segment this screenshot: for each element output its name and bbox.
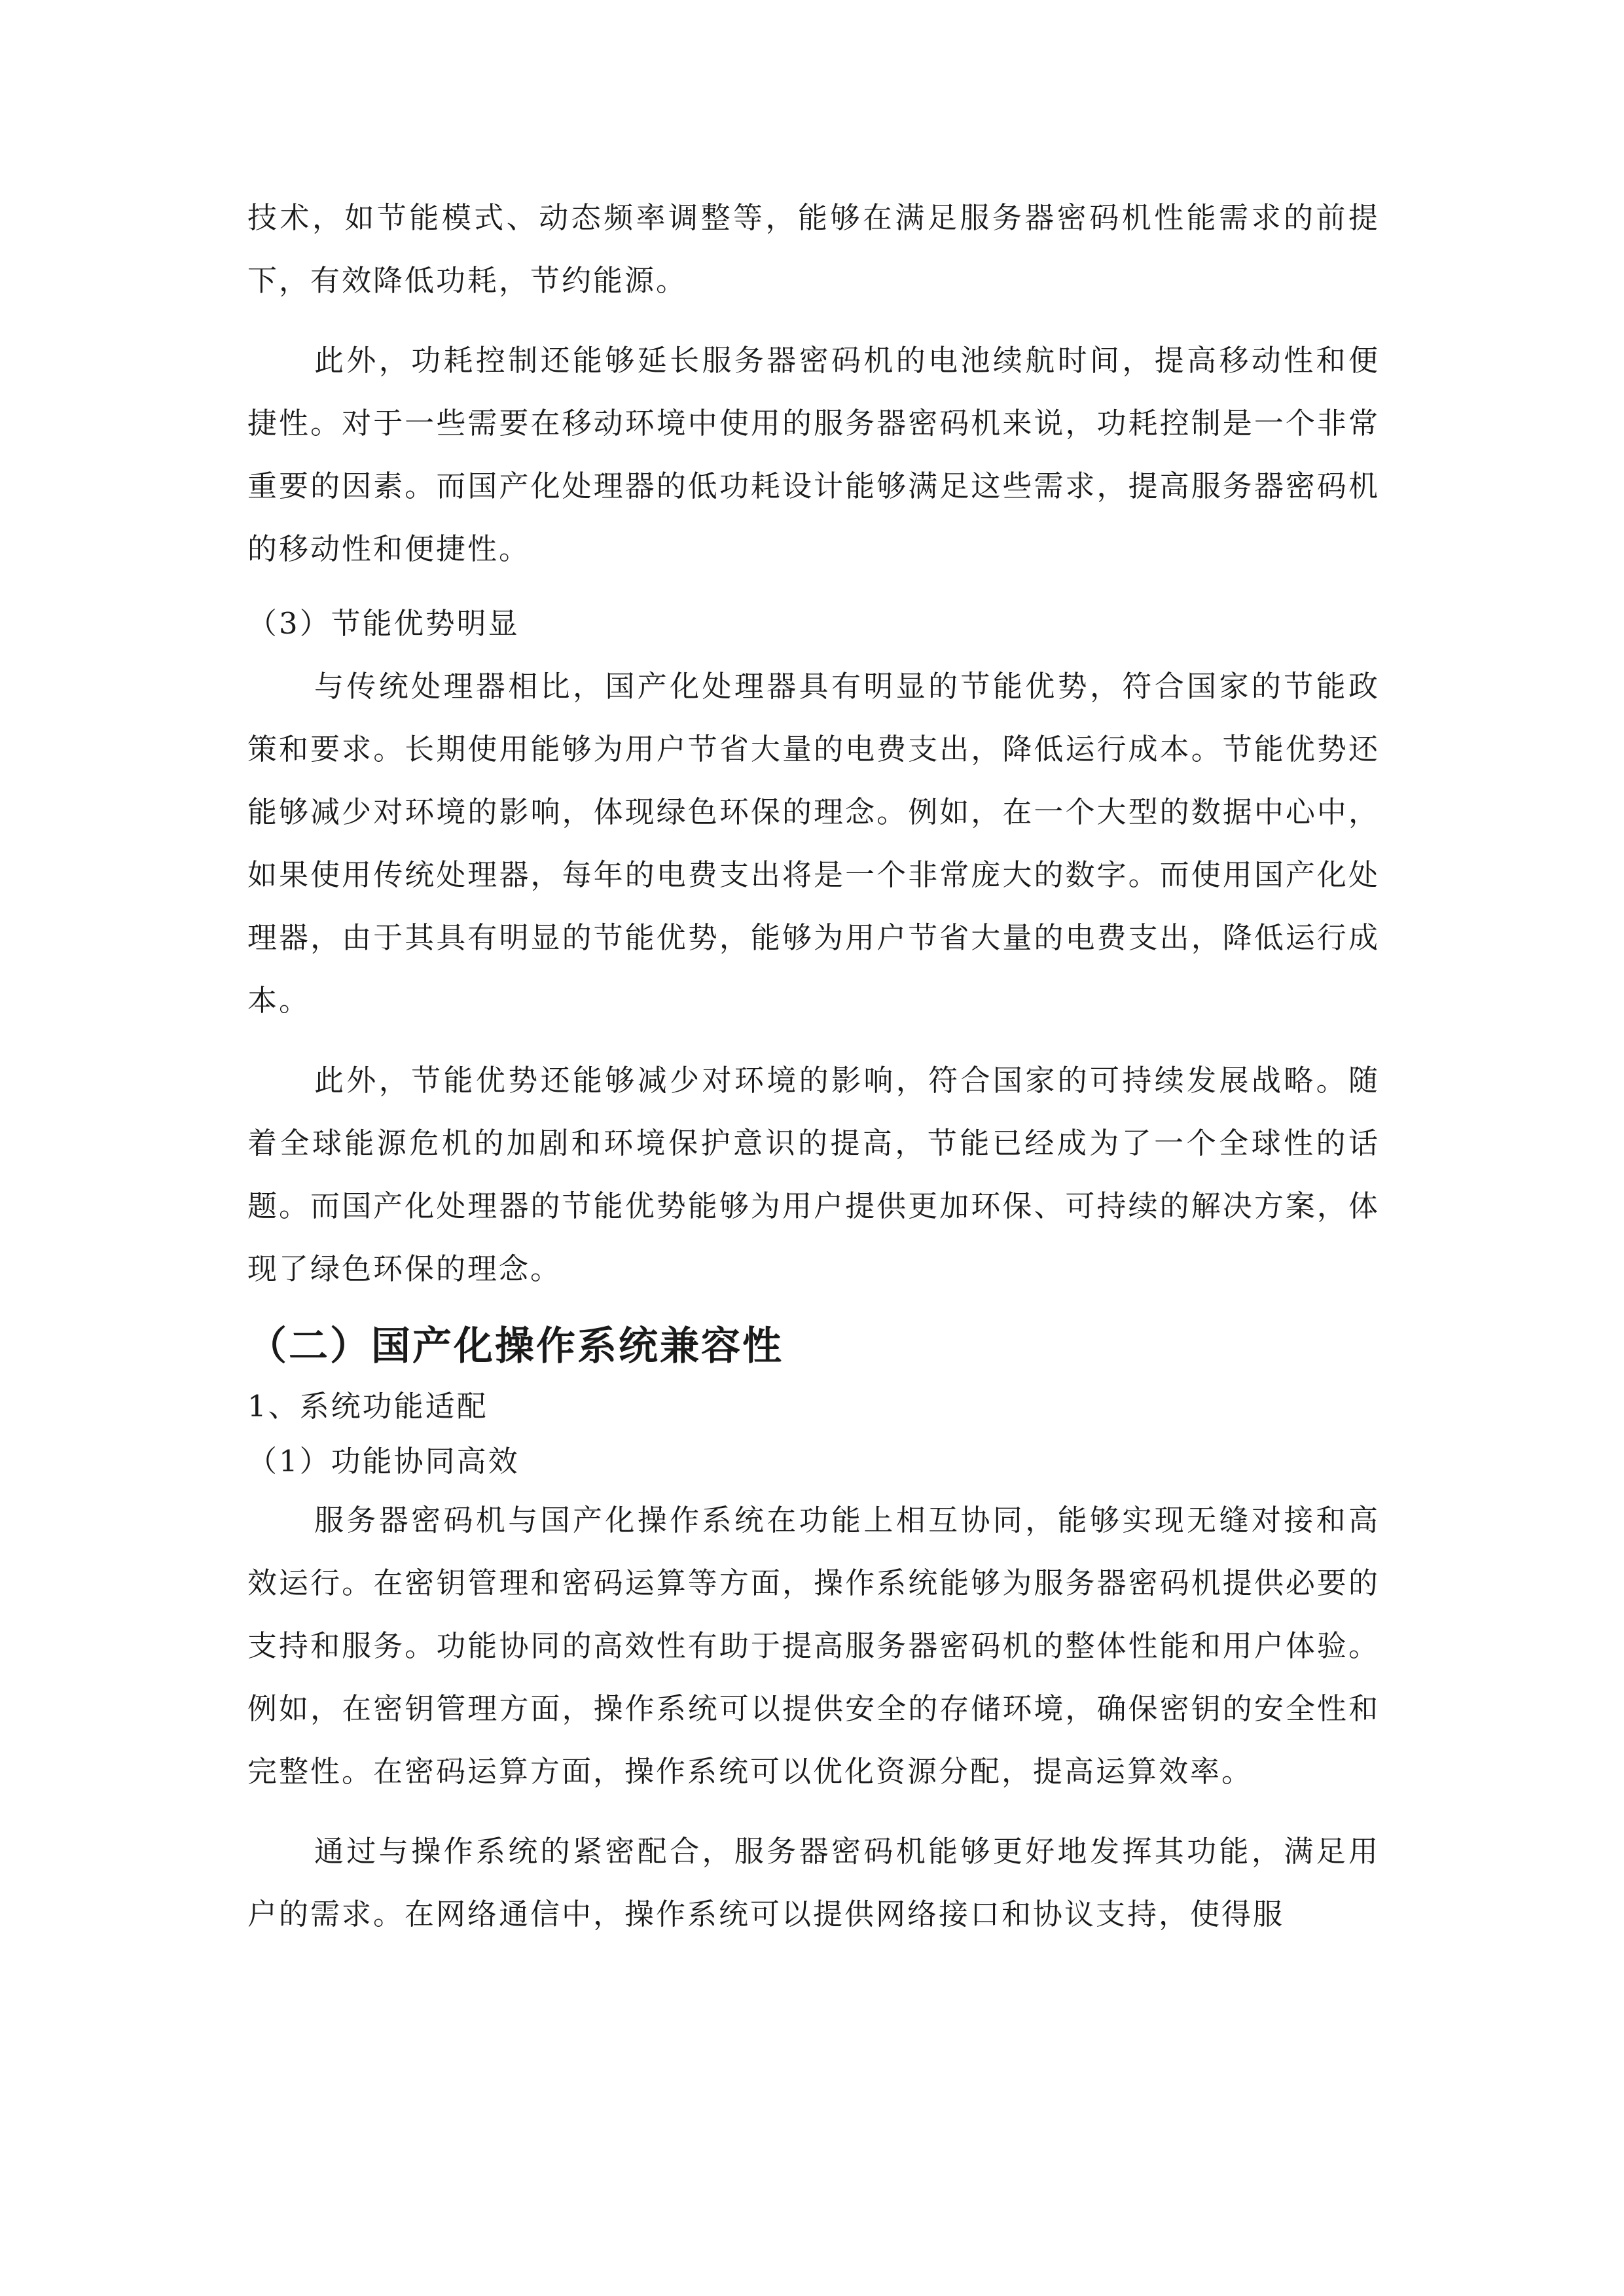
paragraph-energy-advantage: 与传统处理器相比，国产化处理器具有明显的节能优势，符合国家的节能政策和要求。长期使用能够为用户节省大量的电费支出，降低运行成本。节能优势还能够减少对环境的影响，体现绿色环保的理念。例如，在一个大型的数据中心中，如果使用传统处理器，每年的电费支出将是一个非常庞大的数字。而使用国产化处理器，由于其具有明显的节能优势，能够为用户节省大量的电费支出，降低运行成本。 (247, 669, 1380, 1018)
section-title-os-compatibility: （二）国产化操作系统兼容性 (247, 1323, 784, 1369)
item-title-function-adaptation: 1、系统功能适配 (247, 1389, 488, 1424)
paragraph-battery-life: 此外，功耗控制还能够延长服务器密码机的电池续航时间，提高移动性和便捷性。对于一些需要在移动环境中使用的服务器密码机来说，功耗控制是一个非常重要的因素。而国产化处理器的低功耗设计能够满足这些需求，提高服务器密码机的移动性和便捷性。 (247, 343, 1380, 566)
subheading-function-collaboration: （1）功能协同高效 (247, 1444, 520, 1479)
paragraph-function-collaboration: 服务器密码机与国产化操作系统在功能上相互协同，能够实现无缝对接和高效运行。在密钥管理和密码运算等方面，操作系统能够为服务器密码机提供必要的支持和服务。功能协同的高效性有助于提高服务器密码机的整体性能和用户体验。例如，在密钥管理方面，操作系统可以提供安全的存储环境，确保密钥的安全性和完整性。在密码运算方面，操作系统可以优化资源分配，提高运算效率。 (247, 1503, 1380, 1789)
document-body (247, 187, 1380, 1946)
paragraph-os-cooperation: 通过与操作系统的紧密配合，服务器密码机能够更好地发挥其功能，满足用户的需求。在网络通信中，操作系统可以提供网络接口和协议支持，使得服 (247, 1834, 1380, 1931)
paragraph-energy-saving-techniques: 技术，如节能模式、动态频率调整等，能够在满足服务器密码机性能需求的前提下，有效降低功耗，节约能源。 (247, 200, 1380, 298)
paragraph-sustainability: 此外，节能优势还能够减少对环境的影响，符合国家的可持续发展战略。随着全球能源危机的加剧和环境保护意识的提高，节能已经成为了一个全球性的话题。而国产化处理器的节能优势能够为用户提供更加环保、可持续的解决方案，体现了绿色环保的理念。 (247, 1063, 1380, 1286)
subheading-energy-advantage: （3）节能优势明显 (247, 606, 520, 641)
